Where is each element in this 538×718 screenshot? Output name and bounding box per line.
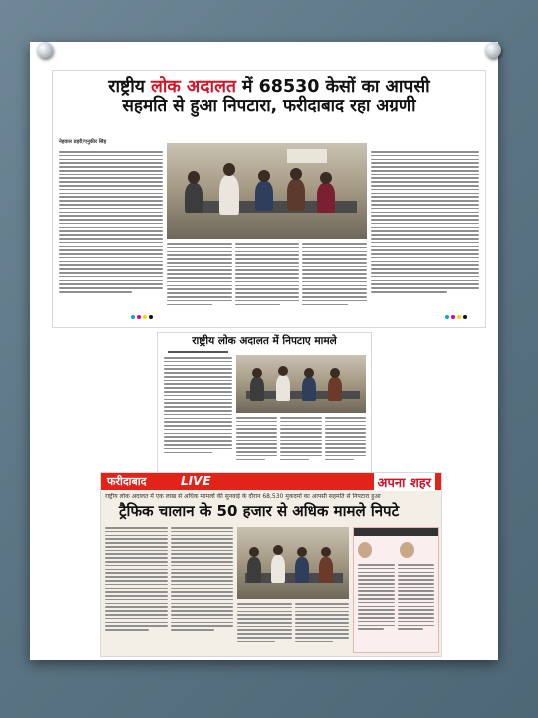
clip2-right-text	[236, 417, 366, 469]
clip1-byline: नेहवाल प्रहरी/एनुकीर सिंह	[59, 139, 107, 145]
pin-top-left	[37, 42, 53, 58]
clip3-middle-text	[237, 603, 349, 651]
clip1-registration-marks-right	[445, 315, 467, 319]
clip1-headline-post: में 68530 केसों का आपसी	[235, 77, 430, 97]
pin-top-right	[485, 42, 501, 58]
clip3-subhead: राष्ट्रीय लोक अदालत में एक लाख से अधिक मामलों की सुनवाई के दौरान 68,530 मुकदमों का आपसी सहमति से निपटारा हुआ	[105, 493, 381, 500]
clip3-headline: ट्रैफिक चालान के 50 हजार से अधिक मामले निपटे	[119, 502, 400, 520]
clip3-banner-city: फरीदाबाद	[107, 475, 147, 488]
newspaper-clipping-3	[100, 472, 442, 657]
clip1-left-text	[59, 151, 163, 319]
newspaper-clipping-1	[52, 70, 486, 328]
clip2-left-text	[164, 357, 232, 469]
clip1-right-text	[371, 151, 479, 319]
clip1-headline-red: लोक अदालत	[150, 77, 236, 97]
clip1-photo-meeting	[167, 143, 367, 239]
clip1-headline-line2: सहमति से हुआ निपटारा, फरीदाबाद रहा अग्रणी	[122, 96, 416, 117]
clip3-left-text	[105, 527, 233, 651]
clip3-banner-live: LIVE	[181, 474, 211, 488]
clip3-sidebar-box	[353, 527, 439, 653]
clip2-photo-meeting	[236, 355, 366, 413]
clip3-banner-tag: अपना शहर	[374, 473, 435, 491]
clip1-registration-marks	[131, 315, 153, 319]
clip3-banner	[101, 473, 441, 490]
clip1-headline	[57, 77, 481, 117]
clip2-headline: राष्ट्रीय लोक अदालत में निपटाए मामले	[192, 335, 337, 347]
clip1-middle-text	[167, 243, 367, 319]
clip1-headline-pre: राष्ट्रीय	[108, 77, 151, 97]
newspaper-clipping-2	[157, 332, 372, 474]
clip3-photo-meeting	[237, 527, 349, 599]
